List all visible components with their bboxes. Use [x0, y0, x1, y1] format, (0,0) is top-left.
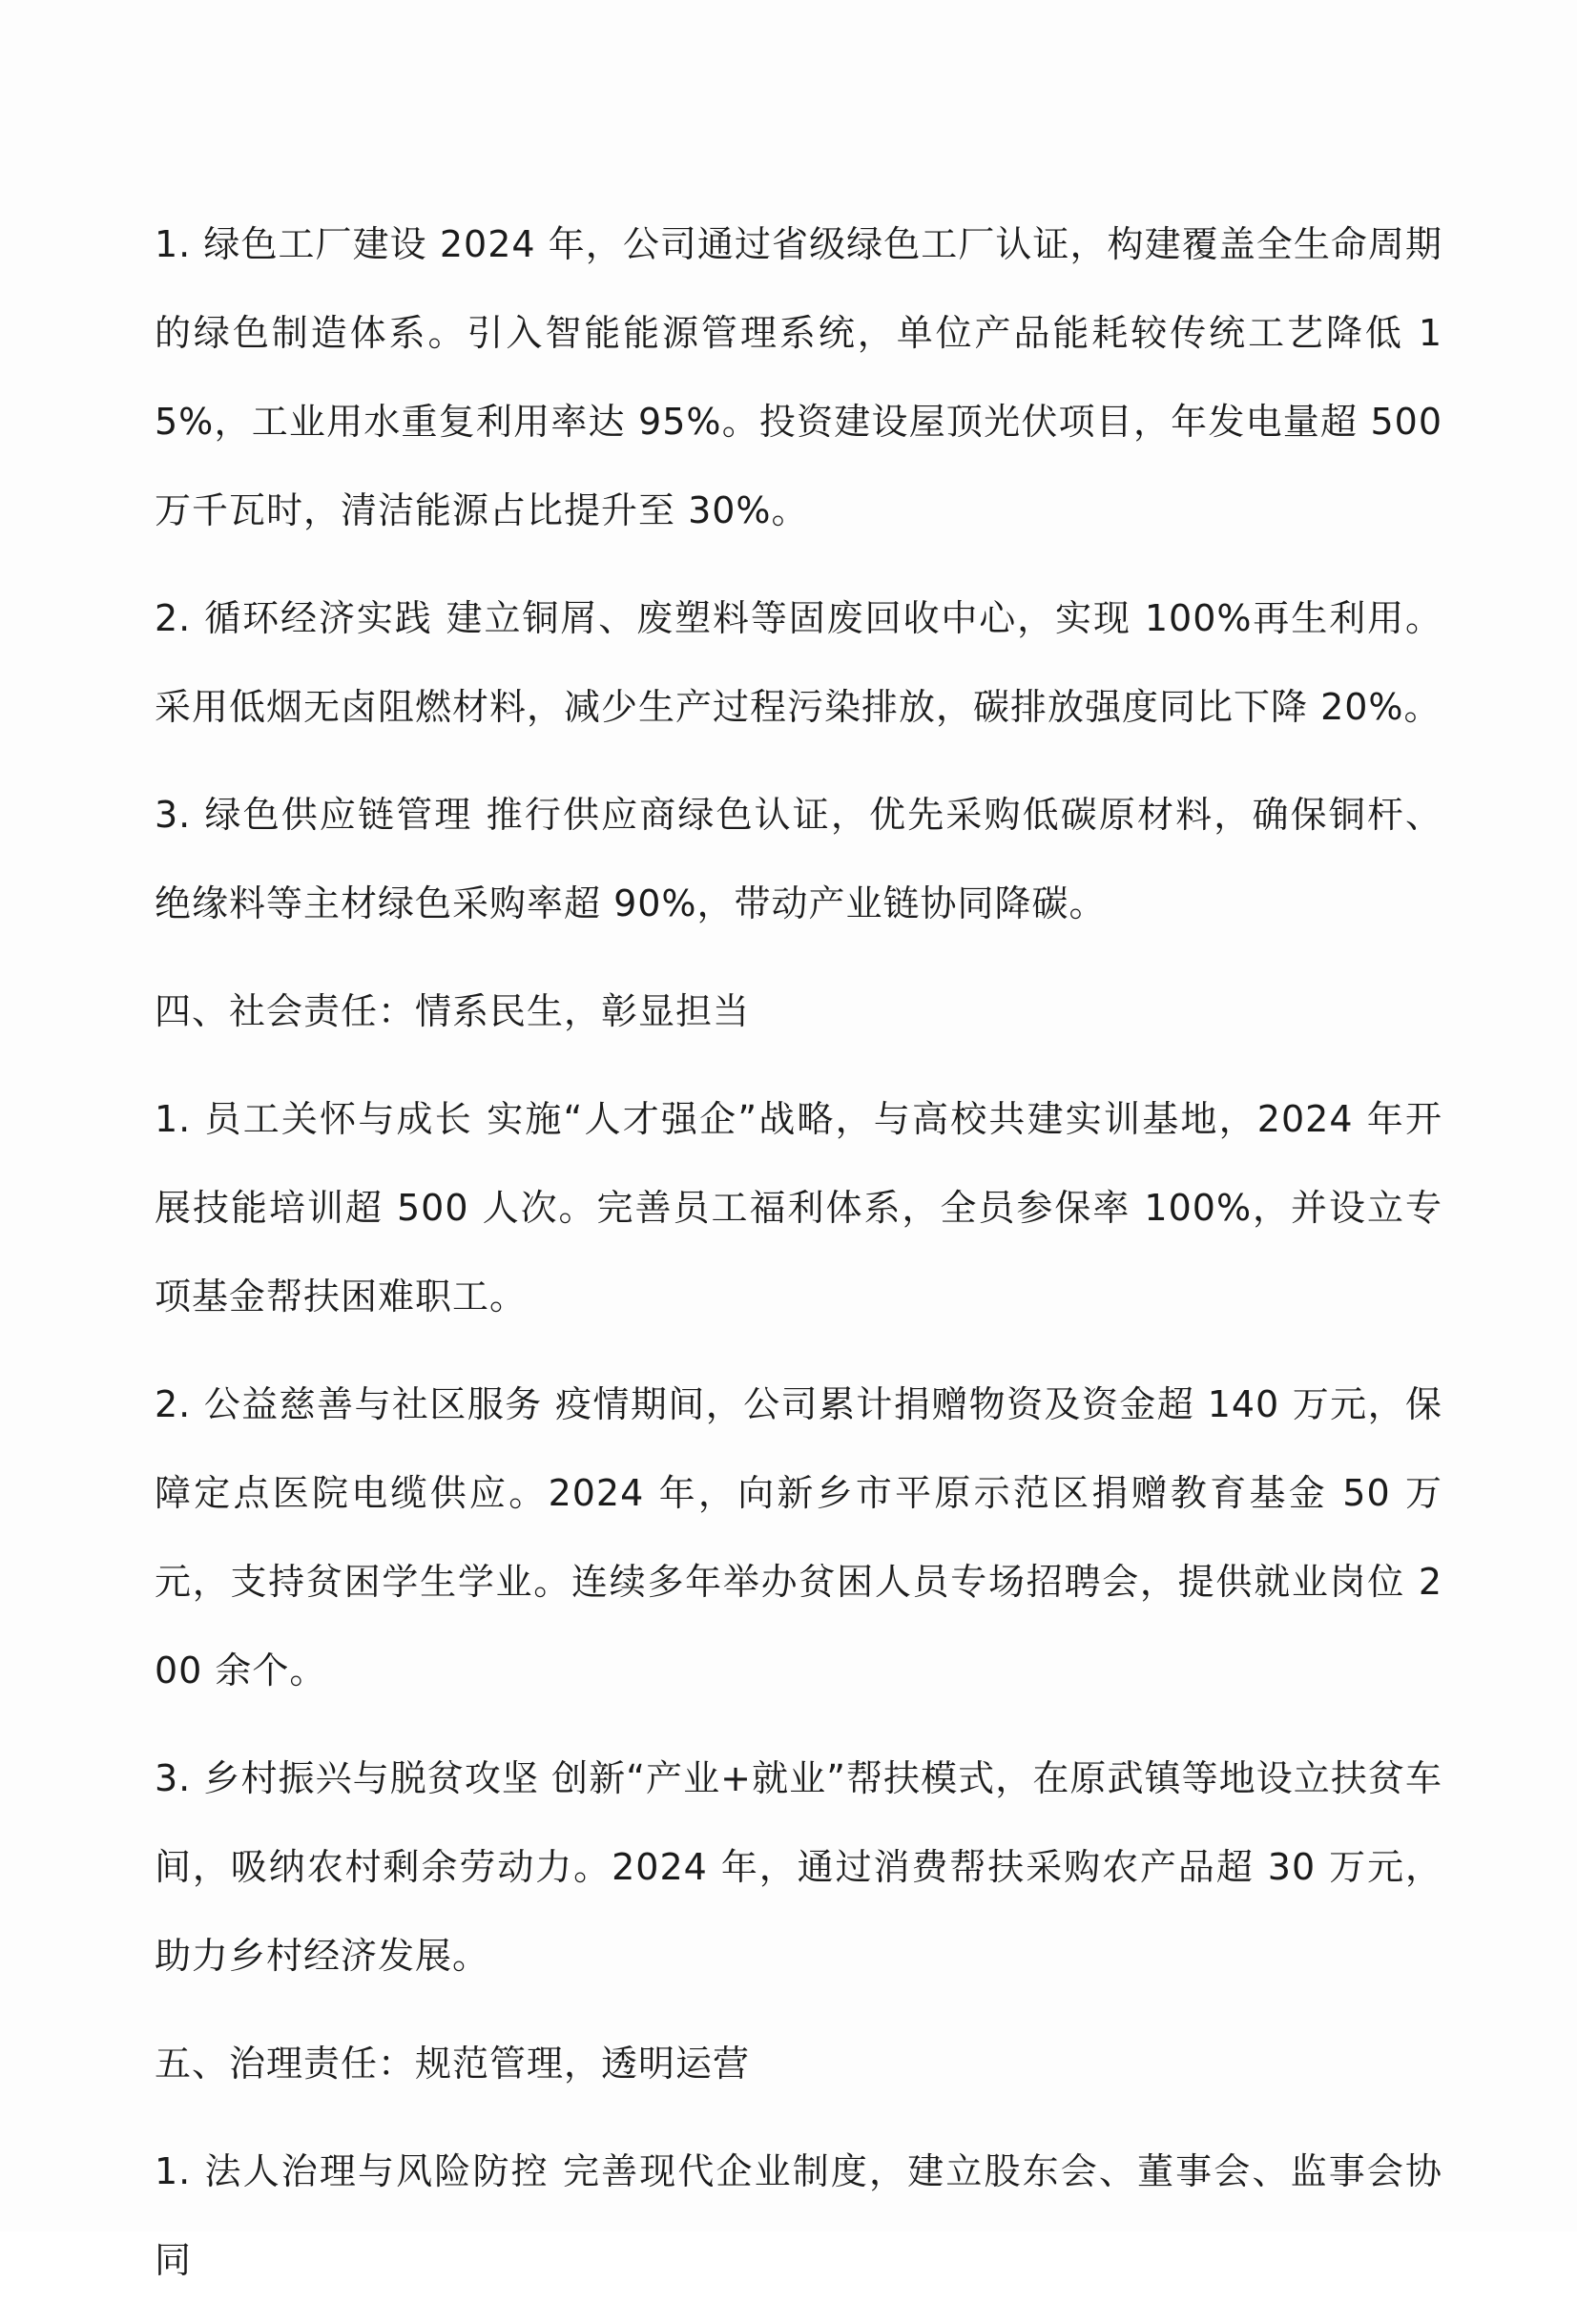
- section-heading-social-responsibility: 四、社会责任：情系民生，彰显担当: [155, 990, 751, 1032]
- document-body: [155, 200, 1442, 2324]
- paragraph-green-supply-chain: 3. 绿色供应链管理 推行供应商绿色认证，优先采购低碳原材料，确保铜杆、绝缘料等主材绿色采购率超 90%，带动产业链协同降碳。: [155, 794, 1442, 924]
- section-heading-governance-responsibility: 五、治理责任：规范管理，透明运营: [155, 2043, 751, 2085]
- paragraph-circular-economy: 2. 循环经济实践 建立铜屑、废塑料等固废回收中心，实现 100%再生利用。采用低烟无卤阻燃材料，减少生产过程污染排放，碳排放强度同比下降 20%。: [155, 597, 1442, 728]
- paragraph-employee-care: 1. 员工关怀与成长 实施“人才强企”战略，与高校共建实训基地，2024 年开展技能培训超 500 人次。完善员工福利体系，全员参保率 100%，并设立专项基金帮扶困难职工。: [155, 1098, 1442, 1318]
- paragraph-rural-revitalization: 3. 乡村振兴与脱贫攻坚 创新“产业+就业”帮扶模式，在原武镇等地设立扶贫车间，吸纳农村剩余劳动力。2024 年，通过消费帮扶采购农产品超 30 万元，助力乡村经济发展。: [155, 1757, 1442, 1977]
- paragraph-public-welfare: 2. 公益慈善与社区服务 疫情期间，公司累计捐赠物资及资金超 140 万元，保障定点医院电缆供应。2024 年，向新乡市平原示范区捐赠教育基金 50 万元，支持贫困学生学业。连续多年举办贫困人员专场招聘会，提供就业岗位 200 余个。: [155, 1383, 1442, 1691]
- paragraph-green-factory: 1. 绿色工厂建设 2024 年，公司通过省级绿色工厂认证，构建覆盖全生命周期的绿色制造体系。引入智能能源管理系统，单位产品能耗较传统工艺降低 15%，工业用水重复利用率达 95%。投资建设屋顶光伏项目，年发电量超 500 万千瓦时，清洁能源占比提升至 30%。: [155, 223, 1442, 531]
- paragraph-corporate-governance: 1. 法人治理与风险防控 完善现代企业制度，建立股东会、董事会、监事会协同: [155, 2150, 1442, 2281]
